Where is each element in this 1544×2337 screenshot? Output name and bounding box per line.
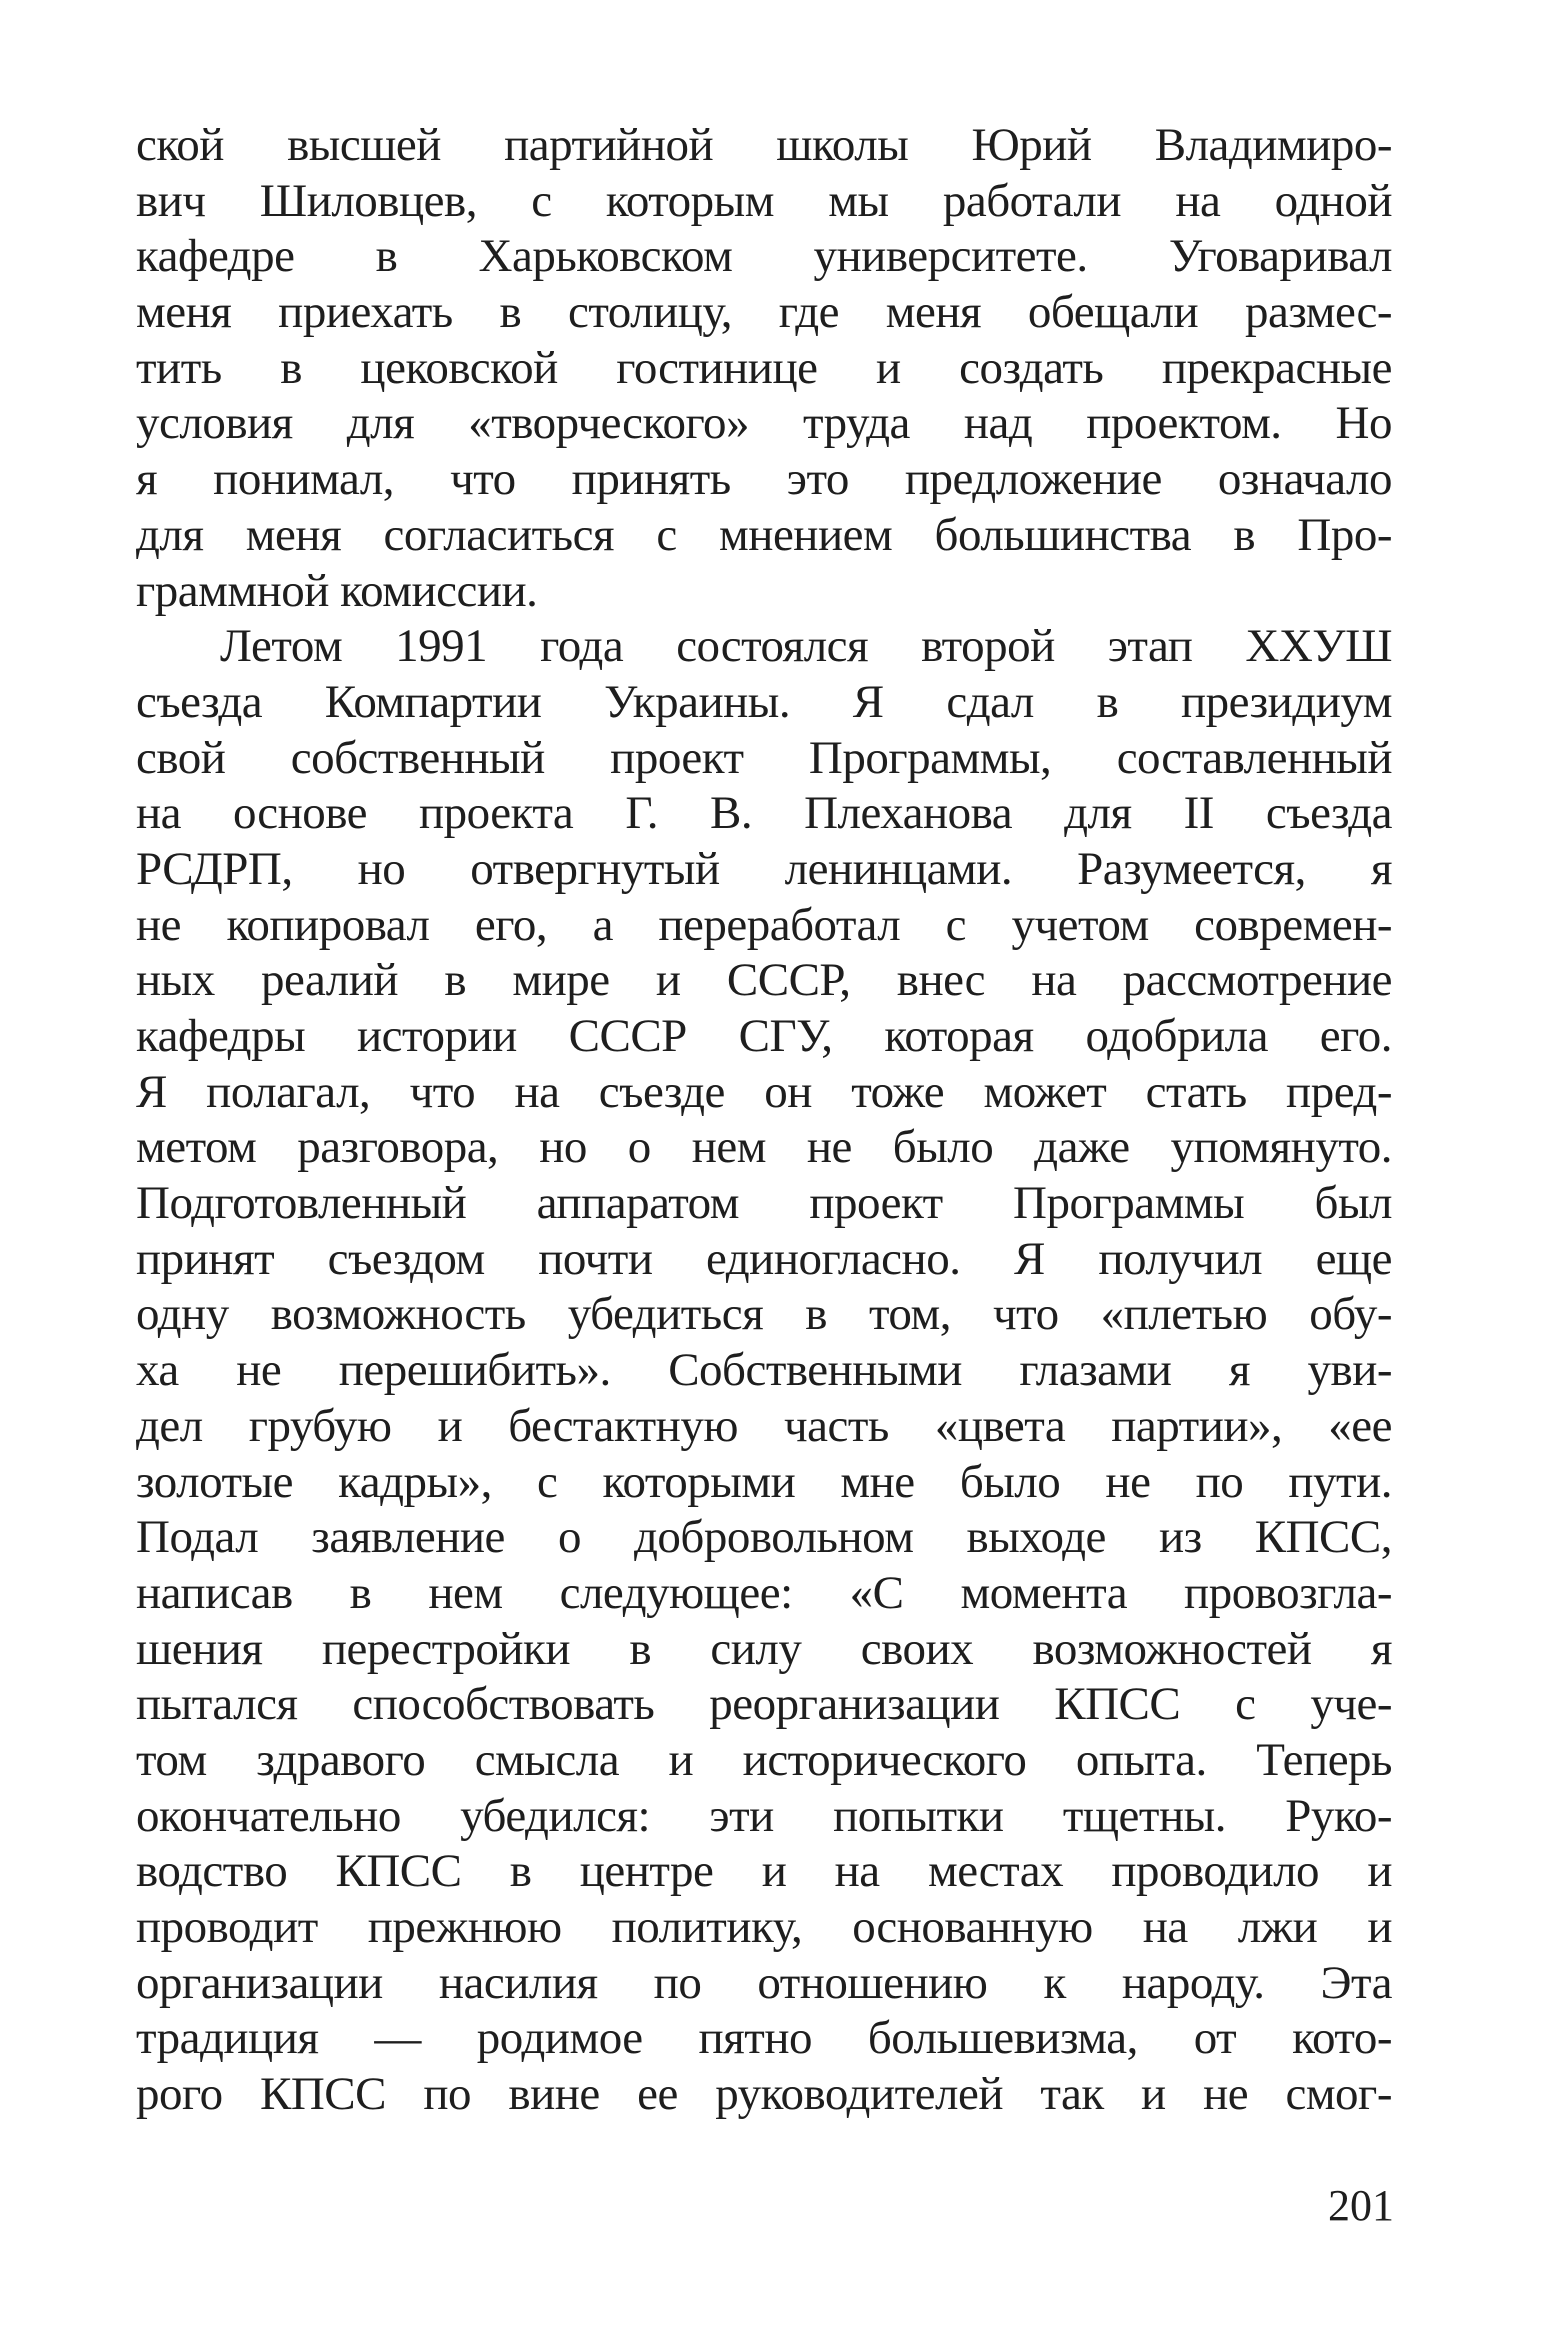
text-line: написав в нем следующее: «С момента провозгла-	[136, 1566, 1392, 1619]
text-line: Летом 1991 года состоялся второй этап ХХУШ	[220, 620, 1392, 673]
text-line: водство КПСС в центре и на местах проводило и	[136, 1845, 1392, 1898]
text-line: граммной комиссии.	[136, 564, 538, 617]
paragraph	[136, 619, 1392, 2123]
text-line: я понимал, что принять это предложение означало	[136, 453, 1392, 506]
text-line: Я полагал, что на съезде он тоже может стать пред-	[136, 1065, 1392, 1118]
text-line: золотые кадры», с которыми мне было не по пути.	[136, 1455, 1392, 1508]
text-line: ха не перешибить». Собственными глазами я уви-	[136, 1344, 1392, 1397]
text-line: Подготовленный аппаратом проект Программы был	[136, 1177, 1392, 1230]
text-line: дел грубую и бестактную часть «цвета партии», «ее	[136, 1399, 1392, 1452]
text-line: проводит прежнюю политику, основанную на лжи и	[136, 1901, 1392, 1953]
text-line: вич Шиловцев, с которым мы работали на одной	[136, 174, 1392, 227]
text-line: окончательно убедился: эти попытки тщетны. Руко-	[136, 1789, 1392, 1842]
text-line: кафедре в Харьковском университете. Уговаривал	[136, 230, 1392, 283]
text-line: свой собственный проект Программы, составленный	[136, 731, 1392, 784]
text-line: тить в цековской гостинице и создать прекрасные	[136, 341, 1392, 394]
text-line: Подал заявление о добровольном выходе из КПСС,	[136, 1511, 1392, 1564]
text-line: меня приехать в столицу, где меня обещали размес-	[136, 286, 1392, 339]
text-line: шения перестройки в силу своих возможностей я	[136, 1622, 1392, 1675]
text-line: ской высшей партийной школы Юрий Владимиро-	[136, 119, 1392, 171]
text-line: не копировал его, а переработал с учетом современ-	[136, 898, 1392, 951]
text-line: для меня согласиться с мнением большинства в Про-	[136, 508, 1392, 561]
text-line: метом разговора, но о нем не было даже упомянуто.	[136, 1121, 1392, 1174]
text-line: организации насилия по отношению к народу. Эта	[136, 1956, 1392, 2009]
text-line: одну возможность убедиться в том, что «плетью обу-	[136, 1288, 1392, 1341]
text-line: принят съездом почти единогласно. Я получил еще	[136, 1232, 1392, 1285]
text-line: на основе проекта Г. В. Плеханова для II съезда	[136, 787, 1392, 840]
text-line: условия для «творческого» труда над проектом. Но	[136, 397, 1392, 450]
text-line: пытался способствовать реорганизации КПСС с уче-	[136, 1678, 1392, 1731]
text-line: съезда Компартии Украины. Я сдал в президиум	[136, 675, 1392, 728]
text-line: том здравого смысла и исторического опыта. Теперь	[136, 1733, 1392, 1786]
text-line: кафедры истории СССР СГУ, которая одобрила его.	[136, 1010, 1392, 1062]
paragraph	[136, 118, 1392, 619]
text-line: рого КПСС по вине ее руководителей так и не смог-	[136, 2068, 1392, 2121]
text-line: ных реалий в мире и СССР, внес на рассмотрение	[136, 954, 1392, 1007]
body-text	[136, 118, 1392, 2123]
text-line: традиция — родимое пятно большевизма, от кото-	[136, 2012, 1392, 2065]
page-number: 201	[1328, 2181, 1394, 2230]
text-line: РСДРП, но отвергнутый ленинцами. Разумеется, я	[136, 842, 1392, 895]
